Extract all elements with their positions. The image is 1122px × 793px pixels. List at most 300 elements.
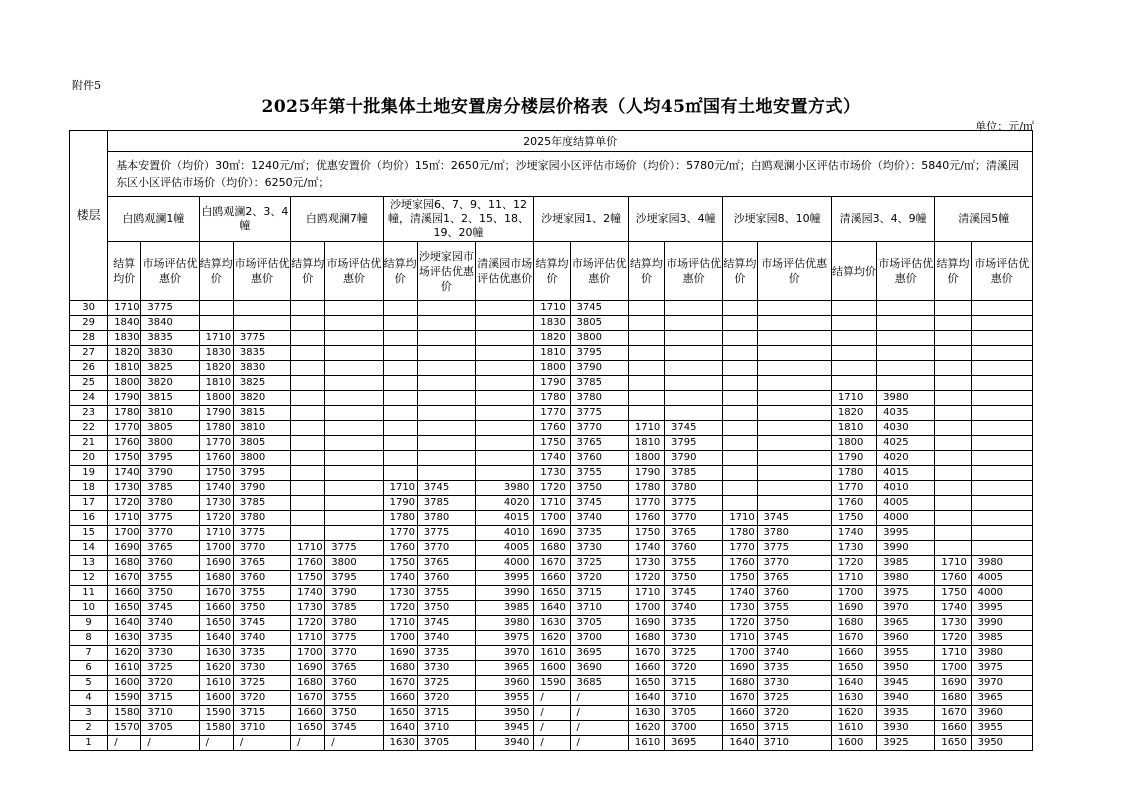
floor-cell: 1 bbox=[70, 736, 108, 751]
price-cell: 1710 bbox=[108, 511, 141, 526]
price-cell: 3725 bbox=[570, 556, 628, 571]
price-cell bbox=[877, 331, 935, 346]
price-cell: 1630 bbox=[628, 706, 664, 721]
price-cell: 1700 bbox=[383, 631, 417, 646]
price-cell bbox=[476, 346, 534, 361]
price-cell: 1710 bbox=[291, 541, 325, 556]
price-cell: 3735 bbox=[570, 526, 628, 541]
price-cell: 1620 bbox=[199, 661, 233, 676]
price-cell bbox=[476, 301, 534, 316]
price-cell: 3800 bbox=[570, 331, 628, 346]
price-cell: 3940 bbox=[877, 691, 935, 706]
price-cell: 3780 bbox=[757, 526, 831, 541]
price-cell: / bbox=[534, 691, 570, 706]
price-cell bbox=[877, 361, 935, 376]
floor-cell: 13 bbox=[70, 556, 108, 571]
price-cell: 1780 bbox=[199, 421, 233, 436]
price-cell bbox=[628, 346, 664, 361]
price-cell: 1760 bbox=[199, 451, 233, 466]
price-cell: 3715 bbox=[233, 706, 290, 721]
price-cell bbox=[935, 421, 971, 436]
price-cell bbox=[417, 406, 475, 421]
price-cell: 1710 bbox=[534, 301, 570, 316]
price-cell: 1670 bbox=[199, 586, 233, 601]
price-cell: 3760 bbox=[757, 586, 831, 601]
price-cell bbox=[291, 316, 325, 331]
price-cell bbox=[971, 361, 1032, 376]
price-cell: 3965 bbox=[476, 661, 534, 676]
price-cell bbox=[757, 436, 831, 451]
price-cell: 1750 bbox=[534, 436, 570, 451]
price-cell: 3765 bbox=[325, 661, 383, 676]
price-cell: 3775 bbox=[757, 541, 831, 556]
price-cell: 3760 bbox=[141, 556, 199, 571]
price-cell: 3770 bbox=[757, 556, 831, 571]
price-cell: 3775 bbox=[665, 496, 723, 511]
price-cell bbox=[971, 541, 1032, 556]
floor-cell: 14 bbox=[70, 541, 108, 556]
price-cell: 1720 bbox=[831, 556, 876, 571]
price-cell: / bbox=[108, 736, 141, 751]
price-cell: 1640 bbox=[108, 616, 141, 631]
price-cell bbox=[628, 316, 664, 331]
price-cell: 3990 bbox=[476, 586, 534, 601]
price-cell bbox=[971, 466, 1032, 481]
price-cell: 1670 bbox=[935, 706, 971, 721]
price-cell bbox=[723, 391, 757, 406]
floor-cell: 10 bbox=[70, 601, 108, 616]
price-cell bbox=[935, 391, 971, 406]
price-cell bbox=[971, 391, 1032, 406]
price-cell: 1690 bbox=[831, 601, 876, 616]
price-cell: 1760 bbox=[534, 421, 570, 436]
price-cell bbox=[723, 421, 757, 436]
price-cell: 3750 bbox=[141, 586, 199, 601]
price-cell bbox=[325, 391, 383, 406]
price-cell bbox=[476, 331, 534, 346]
price-cell: 3715 bbox=[417, 706, 475, 721]
price-cell bbox=[476, 421, 534, 436]
price-cell bbox=[935, 541, 971, 556]
price-cell: 3950 bbox=[877, 661, 935, 676]
price-cell: 3980 bbox=[971, 646, 1032, 661]
price-cell: 1770 bbox=[831, 481, 876, 496]
price-cell: 1620 bbox=[108, 646, 141, 661]
price-cell bbox=[757, 391, 831, 406]
price-cell: 1820 bbox=[199, 361, 233, 376]
settle-price-header: 结算均价 bbox=[199, 242, 233, 301]
price-cell: 3980 bbox=[877, 391, 935, 406]
price-cell: 3765 bbox=[757, 571, 831, 586]
price-cell: 3725 bbox=[757, 691, 831, 706]
price-cell: 4010 bbox=[476, 526, 534, 541]
price-cell: 1830 bbox=[108, 331, 141, 346]
table-row bbox=[70, 691, 1033, 706]
price-cell bbox=[831, 361, 876, 376]
price-cell: / bbox=[534, 736, 570, 751]
price-cell: 1710 bbox=[291, 631, 325, 646]
price-cell: 1710 bbox=[628, 421, 664, 436]
market-price-header: 市场评估优惠价 bbox=[141, 242, 199, 301]
price-cell bbox=[325, 346, 383, 361]
price-cell: 3730 bbox=[233, 661, 290, 676]
price-cell: 3795 bbox=[325, 571, 383, 586]
price-cell bbox=[325, 436, 383, 451]
price-cell bbox=[971, 301, 1032, 316]
price-cell: 4025 bbox=[877, 436, 935, 451]
price-cell: / bbox=[291, 736, 325, 751]
price-cell bbox=[325, 376, 383, 391]
price-cell: 1660 bbox=[935, 721, 971, 736]
project-header: 白鸥观澜7幢 bbox=[291, 197, 383, 242]
price-cell: 3745 bbox=[570, 496, 628, 511]
price-cell: 3745 bbox=[757, 631, 831, 646]
price-cell: 1600 bbox=[534, 661, 570, 676]
price-cell bbox=[476, 361, 534, 376]
price-cell: 3745 bbox=[665, 586, 723, 601]
price-cell: / bbox=[534, 721, 570, 736]
table-row bbox=[70, 616, 1033, 631]
price-cell bbox=[723, 331, 757, 346]
price-cell: / bbox=[325, 736, 383, 751]
price-cell bbox=[476, 316, 534, 331]
price-cell: 3780 bbox=[141, 496, 199, 511]
price-cell: 1670 bbox=[108, 571, 141, 586]
table-row bbox=[70, 376, 1033, 391]
price-cell: 3745 bbox=[141, 601, 199, 616]
price-cell: 1760 bbox=[291, 556, 325, 571]
floor-cell: 16 bbox=[70, 511, 108, 526]
price-cell bbox=[665, 316, 723, 331]
settle-price-header: 结算均价 bbox=[628, 242, 664, 301]
price-cell bbox=[971, 421, 1032, 436]
price-cell: 3705 bbox=[665, 706, 723, 721]
price-cell: / bbox=[141, 736, 199, 751]
price-cell: 1750 bbox=[831, 511, 876, 526]
table-row bbox=[70, 361, 1033, 376]
price-cell: 1730 bbox=[723, 601, 757, 616]
price-cell: 1690 bbox=[935, 676, 971, 691]
price-cell: 1640 bbox=[723, 736, 757, 751]
price-cell bbox=[971, 481, 1032, 496]
price-cell: 1740 bbox=[291, 586, 325, 601]
price-cell: 1750 bbox=[723, 571, 757, 586]
price-cell bbox=[935, 331, 971, 346]
price-cell bbox=[417, 451, 475, 466]
price-cell bbox=[723, 451, 757, 466]
price-cell: 3760 bbox=[570, 451, 628, 466]
table-row bbox=[70, 436, 1033, 451]
price-cell: 3830 bbox=[233, 361, 290, 376]
price-cell: 4005 bbox=[476, 541, 534, 556]
price-cell: 1730 bbox=[534, 466, 570, 481]
table-row bbox=[70, 346, 1033, 361]
price-cell: 1670 bbox=[383, 676, 417, 691]
price-cell: 1710 bbox=[831, 391, 876, 406]
price-cell: 1650 bbox=[199, 616, 233, 631]
price-cell: 3750 bbox=[570, 481, 628, 496]
price-cell bbox=[877, 376, 935, 391]
price-cell bbox=[476, 451, 534, 466]
table-row bbox=[70, 646, 1033, 661]
price-cell: 1720 bbox=[199, 511, 233, 526]
price-cell bbox=[383, 391, 417, 406]
price-cell bbox=[325, 301, 383, 316]
price-cell: 3960 bbox=[971, 706, 1032, 721]
price-cell bbox=[199, 301, 233, 316]
price-cell: / bbox=[233, 736, 290, 751]
price-cell bbox=[935, 316, 971, 331]
project-header: 白鸥观澜2、3、4幢 bbox=[199, 197, 290, 242]
price-cell: 3740 bbox=[141, 616, 199, 631]
price-cell: 1610 bbox=[108, 661, 141, 676]
price-cell: 1810 bbox=[628, 436, 664, 451]
price-cell: 3970 bbox=[476, 646, 534, 661]
settle-price-header: 结算均价 bbox=[831, 242, 876, 301]
price-cell: 3730 bbox=[417, 661, 475, 676]
price-cell: 3985 bbox=[971, 631, 1032, 646]
price-cell: 1810 bbox=[199, 376, 233, 391]
table-row bbox=[70, 481, 1033, 496]
price-cell bbox=[383, 421, 417, 436]
price-cell bbox=[971, 451, 1032, 466]
price-cell bbox=[971, 436, 1032, 451]
price-cell bbox=[971, 526, 1032, 541]
price-cell: 1590 bbox=[199, 706, 233, 721]
price-cell bbox=[831, 301, 876, 316]
table-body bbox=[70, 301, 1033, 751]
price-cell: 1710 bbox=[935, 646, 971, 661]
price-cell: / bbox=[534, 706, 570, 721]
price-cell bbox=[291, 436, 325, 451]
price-cell: 1780 bbox=[534, 391, 570, 406]
settle-price-header: 结算均价 bbox=[723, 242, 757, 301]
floor-cell: 29 bbox=[70, 316, 108, 331]
floor-cell: 23 bbox=[70, 406, 108, 421]
price-cell: 1740 bbox=[935, 601, 971, 616]
price-table bbox=[69, 130, 1033, 751]
price-cell: 3775 bbox=[233, 526, 290, 541]
price-cell: 1680 bbox=[723, 676, 757, 691]
table-row bbox=[70, 391, 1033, 406]
market-price-header: 市场评估优惠价 bbox=[570, 242, 628, 301]
project-header: 白鸥观澜1幢 bbox=[108, 197, 199, 242]
price-cell: 3800 bbox=[325, 556, 383, 571]
price-cell bbox=[383, 316, 417, 331]
price-cell: 3755 bbox=[757, 601, 831, 616]
price-cell bbox=[325, 481, 383, 496]
price-cell: 1710 bbox=[723, 511, 757, 526]
price-cell: 1700 bbox=[831, 586, 876, 601]
price-cell: 3995 bbox=[877, 526, 935, 541]
price-cell bbox=[476, 466, 534, 481]
price-cell: 1570 bbox=[108, 721, 141, 736]
price-cell bbox=[757, 481, 831, 496]
price-cell bbox=[757, 331, 831, 346]
price-cell: 1660 bbox=[383, 691, 417, 706]
price-cell: 3815 bbox=[233, 406, 290, 421]
market-price-header: 市场评估优惠价 bbox=[757, 242, 831, 301]
price-cell bbox=[665, 331, 723, 346]
price-cell: 3775 bbox=[233, 331, 290, 346]
price-cell: 1700 bbox=[199, 541, 233, 556]
price-cell: 3700 bbox=[570, 631, 628, 646]
price-cell: 3745 bbox=[417, 481, 475, 496]
price-cell bbox=[476, 376, 534, 391]
price-cell bbox=[971, 406, 1032, 421]
price-cell bbox=[877, 301, 935, 316]
price-cell bbox=[935, 526, 971, 541]
price-cell: 3990 bbox=[877, 541, 935, 556]
price-cell: 3785 bbox=[417, 496, 475, 511]
price-cell: 1760 bbox=[628, 511, 664, 526]
price-cell: 3765 bbox=[417, 556, 475, 571]
price-cell: 1580 bbox=[199, 721, 233, 736]
price-cell: 4015 bbox=[877, 466, 935, 481]
price-cell: 3960 bbox=[476, 676, 534, 691]
price-cell: 1700 bbox=[291, 646, 325, 661]
price-cell: 1600 bbox=[199, 691, 233, 706]
price-cell: / bbox=[570, 691, 628, 706]
price-cell: 3770 bbox=[325, 646, 383, 661]
price-cell bbox=[723, 436, 757, 451]
price-cell: 3725 bbox=[417, 676, 475, 691]
price-cell: 1690 bbox=[534, 526, 570, 541]
price-cell: 3760 bbox=[325, 676, 383, 691]
price-cell bbox=[935, 361, 971, 376]
price-cell: 3995 bbox=[971, 601, 1032, 616]
floor-cell: 19 bbox=[70, 466, 108, 481]
price-cell bbox=[417, 421, 475, 436]
price-cell bbox=[877, 316, 935, 331]
price-cell: 3790 bbox=[665, 451, 723, 466]
price-cell: 1830 bbox=[534, 316, 570, 331]
price-cell: 1690 bbox=[383, 646, 417, 661]
price-cell: 3705 bbox=[417, 736, 475, 751]
price-cell: 3770 bbox=[417, 541, 475, 556]
price-cell bbox=[383, 406, 417, 421]
price-cell bbox=[383, 301, 417, 316]
price-cell bbox=[935, 451, 971, 466]
price-cell: 3765 bbox=[141, 541, 199, 556]
price-cell: 3950 bbox=[476, 706, 534, 721]
price-cell: 3825 bbox=[141, 361, 199, 376]
market-price-header: 市场评估优惠价 bbox=[971, 242, 1032, 301]
price-cell: 1800 bbox=[534, 361, 570, 376]
price-cell bbox=[291, 406, 325, 421]
price-cell: 1680 bbox=[831, 616, 876, 631]
price-cell: 3715 bbox=[570, 586, 628, 601]
price-cell: 1810 bbox=[831, 421, 876, 436]
price-cell bbox=[628, 406, 664, 421]
price-cell: 1690 bbox=[199, 556, 233, 571]
price-cell bbox=[665, 346, 723, 361]
price-cell: 1600 bbox=[108, 676, 141, 691]
price-cell: 1640 bbox=[199, 631, 233, 646]
price-cell bbox=[877, 346, 935, 361]
price-cell: 3800 bbox=[141, 436, 199, 451]
price-cell: 3715 bbox=[141, 691, 199, 706]
price-cell: 3835 bbox=[141, 331, 199, 346]
price-cell: 3955 bbox=[476, 691, 534, 706]
price-cell: 3710 bbox=[570, 601, 628, 616]
price-cell bbox=[383, 331, 417, 346]
settle-price-header: 结算均价 bbox=[108, 242, 141, 301]
price-cell bbox=[291, 346, 325, 361]
price-cell: 3720 bbox=[665, 661, 723, 676]
price-cell bbox=[325, 466, 383, 481]
table-row bbox=[70, 496, 1033, 511]
price-cell: 1630 bbox=[534, 616, 570, 631]
price-cell bbox=[935, 301, 971, 316]
price-cell: 3745 bbox=[665, 421, 723, 436]
price-cell bbox=[291, 361, 325, 376]
price-cell: 1840 bbox=[108, 316, 141, 331]
price-cell: 1700 bbox=[108, 526, 141, 541]
price-cell: 3755 bbox=[325, 691, 383, 706]
price-cell: 3975 bbox=[877, 586, 935, 601]
price-cell bbox=[971, 346, 1032, 361]
price-cell: 3730 bbox=[757, 676, 831, 691]
price-cell: 1650 bbox=[628, 676, 664, 691]
market-price-header: 市场评估优惠价 bbox=[665, 242, 723, 301]
price-cell: 1770 bbox=[723, 541, 757, 556]
price-cell bbox=[935, 376, 971, 391]
price-cell: 3790 bbox=[141, 466, 199, 481]
price-cell: 1680 bbox=[935, 691, 971, 706]
price-cell: 1700 bbox=[534, 511, 570, 526]
price-cell: 3735 bbox=[417, 646, 475, 661]
price-cell: 1820 bbox=[831, 406, 876, 421]
price-cell: 1730 bbox=[831, 541, 876, 556]
price-cell bbox=[935, 346, 971, 361]
price-cell: 3780 bbox=[417, 511, 475, 526]
price-cell bbox=[291, 301, 325, 316]
price-cell bbox=[757, 496, 831, 511]
price-cell: 3810 bbox=[233, 421, 290, 436]
price-cell: 1780 bbox=[628, 481, 664, 496]
price-cell: 3750 bbox=[757, 616, 831, 631]
table-row bbox=[70, 466, 1033, 481]
table-row bbox=[70, 601, 1033, 616]
price-cell: 3775 bbox=[141, 301, 199, 316]
price-cell bbox=[383, 376, 417, 391]
price-cell bbox=[831, 376, 876, 391]
price-cell: 1600 bbox=[831, 736, 876, 751]
price-cell: 1810 bbox=[534, 346, 570, 361]
price-cell: 4000 bbox=[877, 511, 935, 526]
price-cell: 3965 bbox=[971, 691, 1032, 706]
page-title: 2025年第十批集体土地安置房分楼层价格表（人均45㎡国有土地安置方式） bbox=[261, 97, 861, 117]
floor-header: 楼层 bbox=[70, 131, 108, 301]
table-row bbox=[70, 706, 1033, 721]
price-cell: 3755 bbox=[665, 556, 723, 571]
price-cell: 3785 bbox=[325, 601, 383, 616]
price-cell: 1800 bbox=[628, 451, 664, 466]
price-cell: 3980 bbox=[476, 481, 534, 496]
annex-label: 附件5 bbox=[72, 79, 101, 92]
price-cell bbox=[723, 406, 757, 421]
price-cell: 1830 bbox=[199, 346, 233, 361]
price-cell: 1660 bbox=[199, 601, 233, 616]
price-cell bbox=[291, 481, 325, 496]
price-cell: 1650 bbox=[935, 736, 971, 751]
price-cell bbox=[935, 511, 971, 526]
price-cell bbox=[325, 421, 383, 436]
price-cell: 1650 bbox=[534, 586, 570, 601]
price-cell: 1620 bbox=[534, 631, 570, 646]
price-cell: 1720 bbox=[723, 616, 757, 631]
